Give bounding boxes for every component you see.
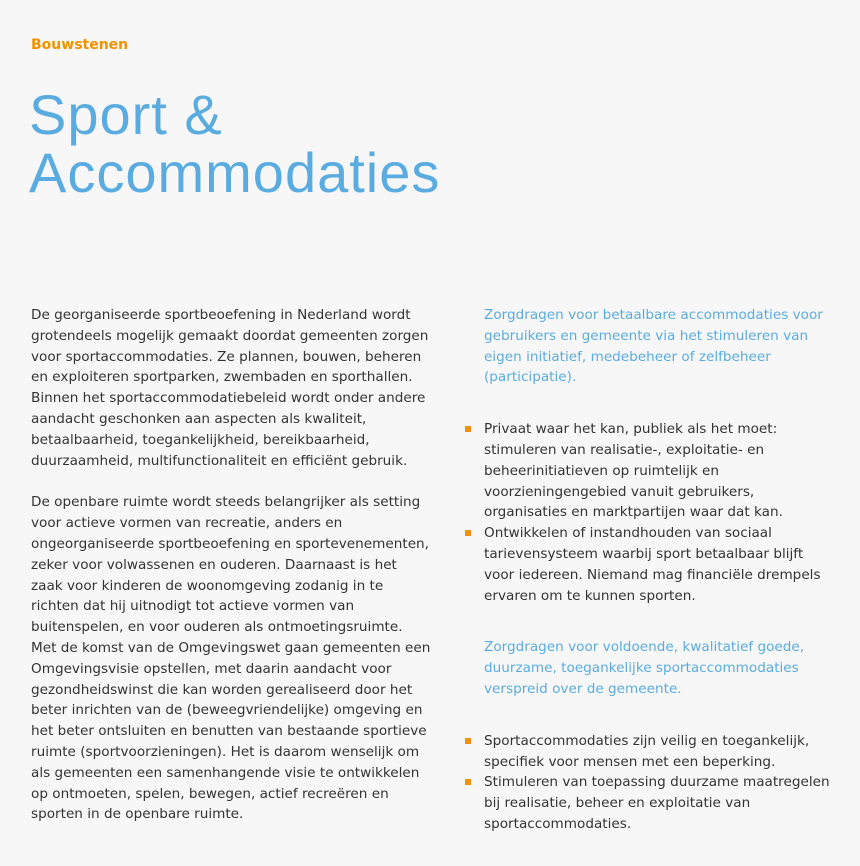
list-item bbox=[484, 731, 834, 773]
goal-heading-sufficient: Zorgdragen voor voldoende, kwalitatief goede, duurzame, toegankelijke sportaccommodaties verspreid over de gemeente. bbox=[484, 639, 805, 697]
list-item-text: Privaat waar het kan, publiek als het moet: stimuleren van realisatie-, exploitatie- en beheerinitiatieven op ruimtelijk en voorzieningengebied vanuit gebruikers, organisaties en marktpartijen waar dat kan. bbox=[484, 421, 783, 521]
square-bullet-icon bbox=[465, 426, 471, 432]
list-item bbox=[484, 419, 834, 523]
page-title bbox=[29, 83, 629, 204]
section-kicker: Bouwstenen bbox=[31, 37, 129, 53]
goal-list-sufficient bbox=[484, 731, 834, 835]
list-item-text: Sportaccommodaties zijn veilig en toegankelijk, specifiek voor mensen met een beperking. bbox=[484, 732, 810, 770]
left-column bbox=[31, 305, 431, 846]
square-bullet-icon bbox=[465, 530, 471, 536]
square-bullet-icon bbox=[465, 738, 471, 744]
public-space-paragraph: De openbare ruimte wordt steeds belangrijker als setting voor actieve vormen van recreatie, anders en ongeorganiseerde sportbeoefening en sportevenementen, zeker voor volwassenen en ouderen. Daarnaast is het zaak voor kinderen de woonomgeving zodanig in te richten dat hij uitnodigt tot actieve vormen van buitenspelen, en voor ouderen als ontmoetingsruimte. Met de komst van de Omgevingswet gaan gemeenten een Omgevingsvisie opstellen, met daarin aandacht voor gezondheidswinst die kan worden gerealiseerd door het beter inrichten van de (beweegvriendelijke) omgeving en het beter ontsluiten en benutten van bestaande sportieve ruimte (sportvoorzieningen). Het is daarom wenselijk om als gemeenten een samenhangende visie te ontwikkelen op ontmoeten, spelen, bewegen, actief recreëren en sporten in de openbare ruimte. bbox=[31, 494, 431, 823]
list-item-text: Ontwikkelen of instandhouden van sociaal tarievensysteem waarbij sport betaalbaar blijft voor iedereen. Niemand mag financiële drempels ervaren om te kunnen sporten. bbox=[484, 525, 821, 604]
list-item bbox=[484, 523, 834, 606]
page-title-line-2: Accommodaties bbox=[29, 141, 441, 204]
intro-paragraph: De georganiseerde sportbeoefening in Nederland wordt grotendeels mogelijk gemaakt doordat gemeenten zorgen voor sportaccommodaties. Ze plannen, bouwen, beheren en exploiteren sportparken, zwembaden en sporthallen. Binnen het sportaccommodatiebeleid wordt onder andere aandacht geschonken aan aspecten als kwaliteit, betaalbaarheid, toegankelijkheid, bereikbaarheid, duurzaamheid, multifunctionaliteit en efficiënt gebruik. bbox=[31, 307, 429, 469]
goal-heading-affordable: Zorgdragen voor betaalbare accommodaties voor gebruikers en gemeente via het stimuleren van eigen initiatief, medebeheer of zelfbeheer (participatie). bbox=[484, 307, 823, 386]
list-item-text: Stimuleren van toepassing duurzame maatregelen bij realisatie, beheer en exploitatie van sportaccommodaties. bbox=[484, 774, 830, 832]
goal-list-affordable bbox=[484, 419, 834, 606]
right-column bbox=[484, 305, 834, 866]
square-bullet-icon bbox=[465, 779, 471, 785]
page-title-line-1: Sport & bbox=[29, 83, 223, 146]
list-item bbox=[484, 772, 834, 834]
